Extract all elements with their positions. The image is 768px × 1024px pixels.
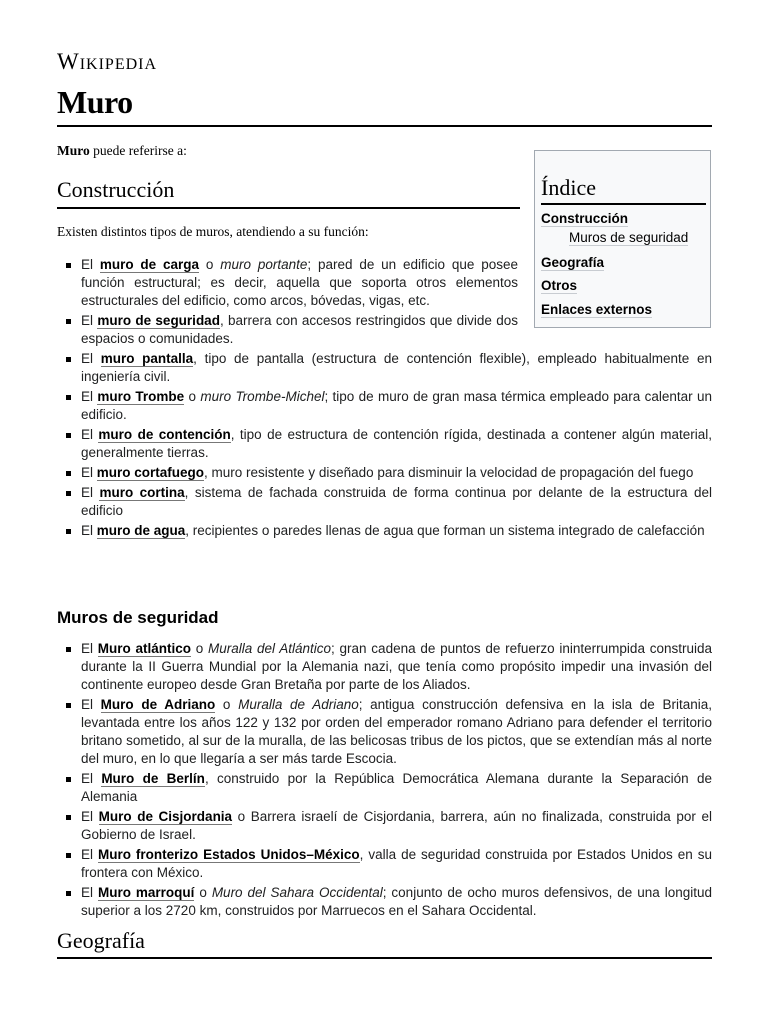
item-text: El [81,523,97,538]
toc-item-otros[interactable]: Otros [541,278,578,293]
item-text: El [81,697,101,712]
intro-paragraph [57,143,187,159]
link-muro-marroqui[interactable]: Muro marroquí [97,885,195,900]
link-muro-de-agua[interactable]: muro de agua [96,523,186,538]
list-item [57,388,712,424]
link-muro-de-seguridad[interactable]: muro de seguridad [97,313,220,328]
item-text: El [81,313,98,328]
item-emphasis: muro portante [220,257,308,272]
section-divider [57,207,520,209]
item-text: , muro resistente y diseñado para disminuir la velocidad de propagación del fuego [204,465,694,480]
link-muro-pantalla[interactable]: muro pantalla [100,351,194,366]
link-muro-cortafuego[interactable]: muro cortafuego [96,465,205,480]
list-item [57,256,518,310]
link-muro-de-adriano[interactable]: Muro de Adriano [100,697,216,712]
item-text: o [191,641,208,656]
item-text: ; gran cadena de puntos de refuerzo ininterrumpida construida durante la II Guerra Mundial por la Alemania nazi, que tenía como propósito impedir una invasión del continente europeo desde Gran Bretaña por parte de los Aliados. [81,641,712,692]
item-text: El [81,809,99,824]
item-text: , tipo de estructura de contención rígida, destinada a contener algún material, generalmente tierras. [81,427,712,460]
item-text: , tipo de pantalla (estructura de contención flexible), empleado habitualmente en ingeniería civil. [81,351,712,384]
item-text: o [215,697,239,712]
list-item [57,464,712,482]
list-item [57,522,712,540]
item-text: El [81,427,99,442]
item-text: El [81,847,98,862]
link-muro-de-cisjordania[interactable]: Muro de Cisjordania [98,809,233,824]
list-item [57,884,712,920]
item-text: El [81,885,98,900]
item-text: , valla de seguridad construida por Estados Unidos en su frontera con México. [81,847,712,880]
item-text: El [81,641,98,656]
item-emphasis: muro Trombe-Michel [200,389,325,404]
security-walls-list [57,640,712,920]
item-text: o [194,885,212,900]
list-item [57,808,712,844]
item-text: ; pared de un edificio que posee función estructural; es decir, aquella que soporta otros elementos estructurales del edificio, como arcos, bóvedas, vigas, etc. [81,257,519,308]
item-text: o Barrera israelí de Cisjordania, barrera, aún no finalizada, construida por el Gobierno de Israel. [81,809,712,842]
list-item [57,484,712,520]
section-paragraph: Existen distintos tipos de muros, atendiendo a su función: [57,224,369,239]
item-text: ; antigua construcción defensiva en la isla de Britania, levantada entre los años 122 y 132 por orden del emperador romano Adriano para defender el territorio britano sometido, al sur de la muralla, de las belicosas tribus de los pictos, que se extendían más al norte del muro, en lo que llegaría a ser más tarde Escocia. [81,697,712,766]
title-divider [57,125,712,127]
list-item [57,426,712,462]
item-text: El [81,465,97,480]
item-text: El [81,485,100,500]
item-emphasis: Muro del Sahara Occidental [211,885,383,900]
wikipedia-logo[interactable]: Wikipedia [57,49,158,74]
toc-item-muros-de-seguridad[interactable]: Muros de seguridad [569,230,689,245]
page-title: Muro [57,84,133,120]
item-text: El [81,389,98,404]
intro-text: puede referirse a: [89,143,187,158]
link-muro-cortina[interactable]: muro cortina [99,485,185,500]
link-muro-de-carga[interactable]: muro de carga [99,257,200,272]
link-muro-fronterizo[interactable]: Muro fronterizo Estados Unidos–México [97,847,360,862]
list-item [57,640,712,694]
item-text: El [81,257,100,272]
list-item [57,350,712,386]
item-text: , recipientes o paredes llenas de agua que forman un sistema integrado de calefacción [185,523,705,538]
item-text: , sistema de fachada construida de forma continua por delante de la estructura del edificio [81,485,712,518]
link-muro-de-berlin[interactable]: Muro de Berlín [101,771,205,786]
item-text: , barrera con accesos restringidos que divide dos espacios o comunidades. [81,313,518,346]
item-text: ; conjunto de ocho muros defensivos, de una longitud superior a los 2720 km, construidos por Marruecos en el Sahara Occidental. [81,885,712,918]
toc-item-construccion[interactable]: Construcción [541,211,629,226]
item-text: El [81,351,101,366]
link-muro-de-contencion[interactable]: muro de contención [98,427,231,442]
section-divider [57,957,712,959]
item-text: El [81,771,102,786]
item-emphasis: Muralla de Adriano [238,697,359,712]
list-item [57,312,518,348]
table-of-contents [534,150,711,328]
item-text: , construido por la República Democrática Alemana durante la Separación de Alemania [81,771,712,804]
toc-item-geografia[interactable]: Geografía [541,255,605,270]
section-heading-geografia: Geografía [57,928,145,953]
section-heading-muros-de-seguridad: Muros de seguridad [57,608,219,627]
intro-term: Muro [57,143,90,158]
list-item [57,696,712,768]
item-text: ; tipo de muro de gran masa térmica empleado para calentar un edificio. [81,389,713,422]
list-item [57,846,712,882]
toc-item-enlaces-externos[interactable]: Enlaces externos [541,302,653,317]
item-emphasis: Muralla del Atlántico [208,641,332,656]
item-text: o [199,257,221,272]
list-item [57,770,712,806]
toc-title: Índice [541,175,596,200]
link-muro-trombe[interactable]: muro Trombe [97,389,185,404]
section-heading-construccion: Construcción [57,177,175,202]
link-muro-atlantico[interactable]: Muro atlántico [97,641,191,656]
item-text: o [184,389,201,404]
toc-divider [541,203,706,205]
